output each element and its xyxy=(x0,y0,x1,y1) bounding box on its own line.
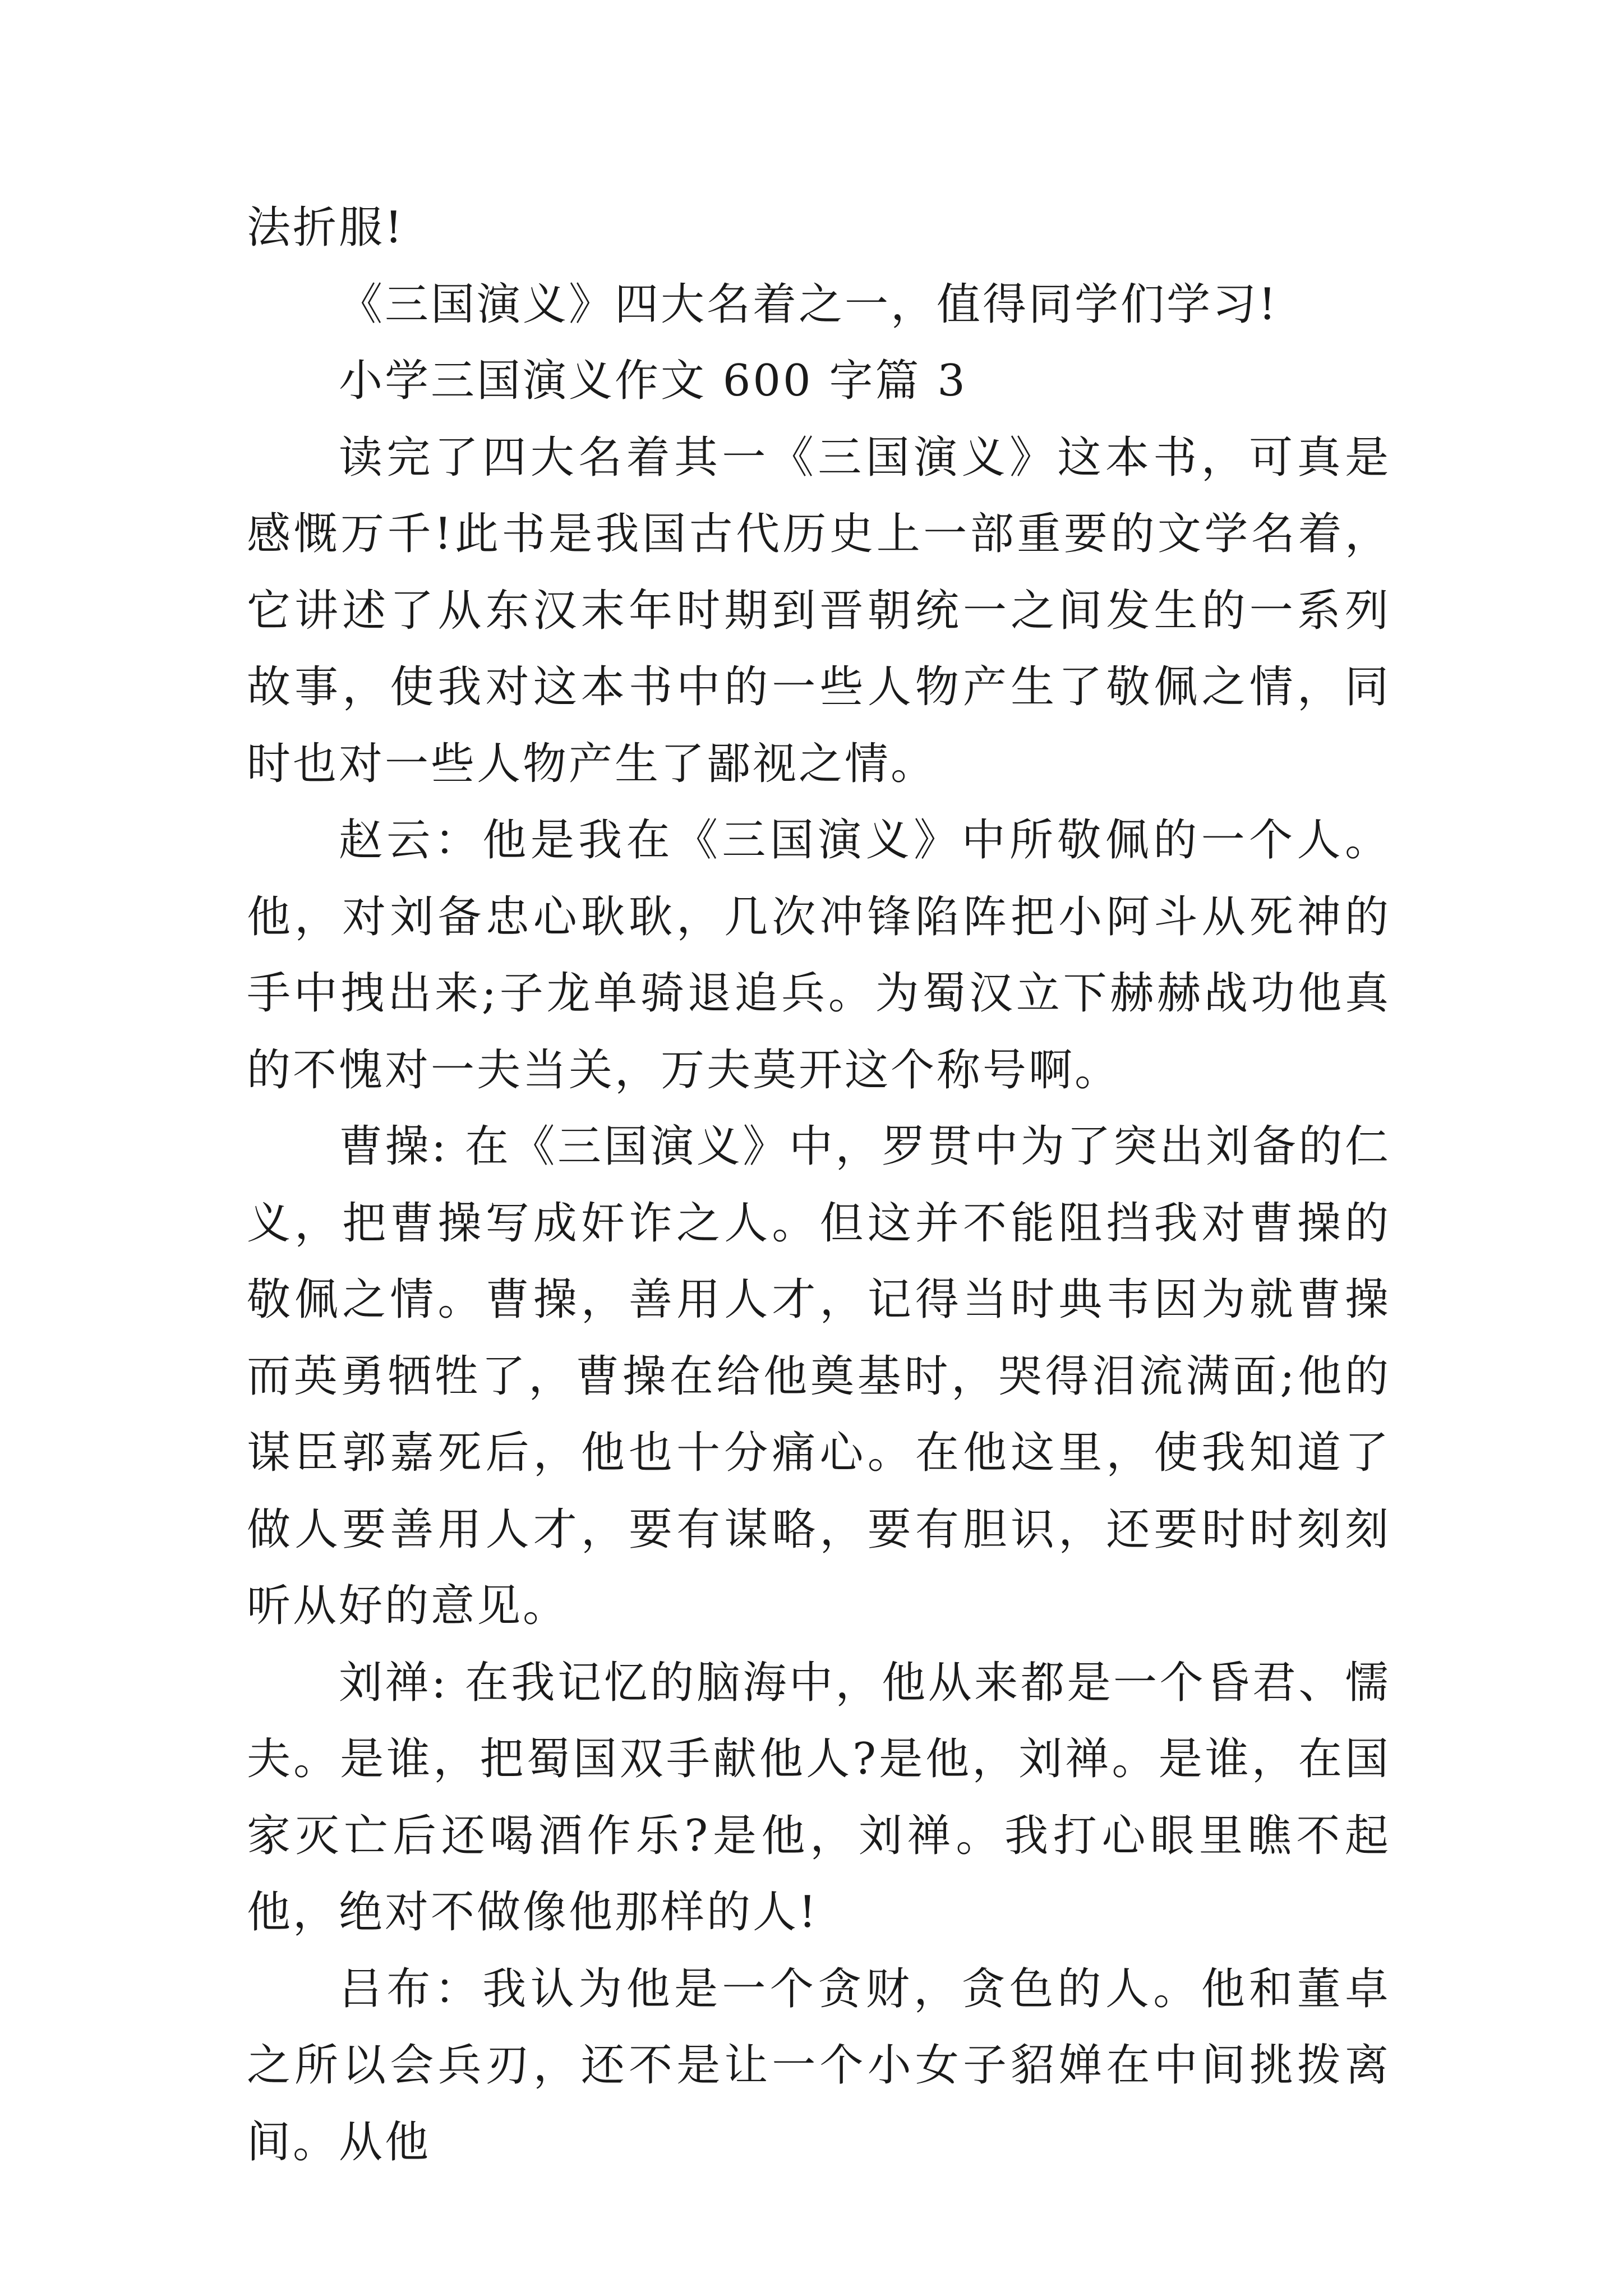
section-heading: 小学三国演义作文 600 字篇 3 xyxy=(339,356,967,406)
paragraph-lu-bu: 吕布：我认为他是一个贪财，贪色的人。他和董卓之所以会兵刃，还不是让一个小女子貂婵在中间挑拨离间。从他 xyxy=(247,1963,1391,2168)
paragraph-intro: 读完了四大名着其一《三国演义》这本书，可真是感慨万千!此书是我国古代历史上一部重要的文学名着，它讲述了从东汉末年时期到晋朝统一之间发生的一系列故事，使我对这本书中的一些人物产生了敬佩之情，同时也对一些人物产生了鄙视之情。 xyxy=(247,432,1391,789)
paragraph-summary: 《三国演义》四大名着之一，值得同学们学习! xyxy=(339,279,1279,330)
paragraph-continuation: 法折服! xyxy=(247,203,405,253)
paragraph-zhao-yun: 赵云：他是我在《三国演义》中所敬佩的一个人。他，对刘备忠心耿耿，几次冲锋陷阵把小阿斗从死神的手中拽出来;子龙单骑退追兵。为蜀汉立下赫赫战功他真的不愧对一夫当关，万夫莫开这个称号啊。 xyxy=(247,815,1391,1096)
paragraph-cao-cao: 曹操: 在《三国演义》中，罗贯中为了突出刘备的仁义，把曹操写成奸诈之人。但这并不能阻挡我对曹操的敬佩之情。曹操，善用人才，记得当时典韦因为就曹操而英勇牺牲了，曹操在给他奠基时，哭得泪流满面;他的谋臣郭嘉死后，他也十分痛心。在他这里，使我知道了做人要善用人才，要有谋略，要有胆识，还要时时刻刻听从好的意见。 xyxy=(247,1121,1391,1631)
document-body xyxy=(247,190,1391,2180)
paragraph-liu-shan: 刘禅: 在我记忆的脑海中，他从来都是一个昏君、懦夫。是谁，把蜀国双手献他人?是他，刘禅。是谁，在国家灭亡后还喝酒作乐?是他，刘禅。我打心眼里瞧不起他，绝对不做像他那样的人! xyxy=(247,1657,1391,1938)
